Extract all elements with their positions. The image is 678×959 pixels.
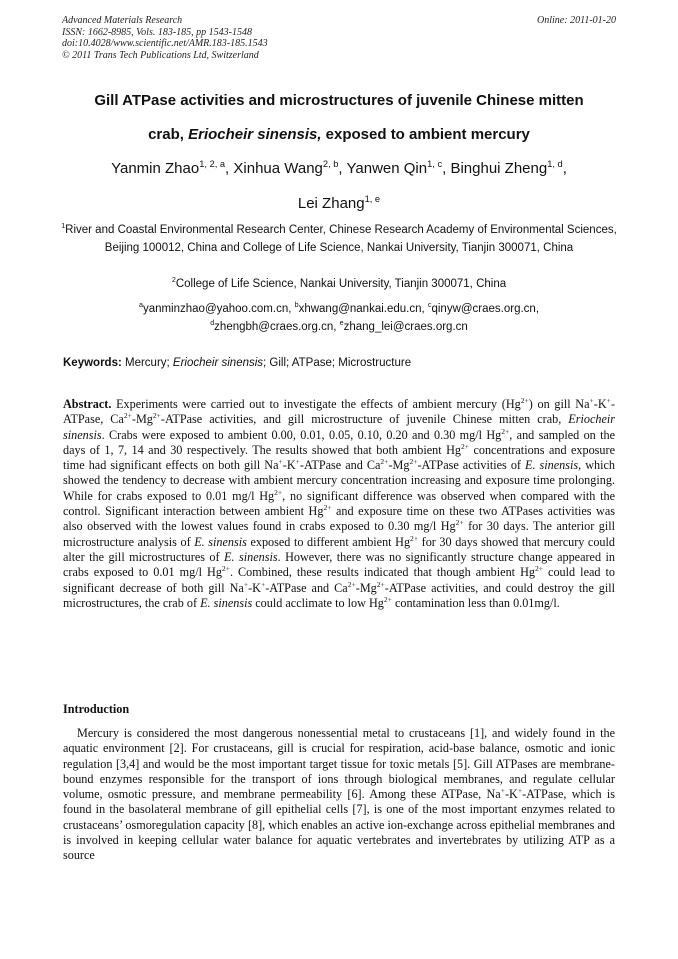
author-name: Yanwen Qin (346, 160, 428, 177)
email-link[interactable]: zhengbh@craes.org.cn (214, 320, 334, 333)
email-link[interactable]: zhang_lei@craes.org.cn (343, 320, 468, 333)
email-link[interactable]: xhwang@nankai.edu.cn (298, 303, 422, 315)
author-name: Yanmin Zhao (111, 160, 200, 177)
keywords-label: Keywords: (63, 357, 122, 369)
author-emails: $^a$yanminzhao@yahoo.com.cn, $^b$xhwang@nankai.edu.cn, $^c$qinyw@craes.org.cn, $^d$zhengbh@craes.org.cn, $^e$zhang_lei@craes.org.cn (138, 301, 540, 333)
affiliation-2: $^2$College of Life Science, Nankai University, Tianjin 300071, China (171, 276, 507, 290)
abstract-paragraph: Abstract. Experiments were carried out to investigate the effects of ambient mercury $(Hg^{2+})$ on gill Na+-K+-ATPase, $Ca^{2+}-Mg^{2+}$-ATPase activities, and gill microstructure of juvenile Chinese mitten crab, Eriocheir sinensis. Crabs were exposed to ambient 0.00, 0.01, 0.05, 0.10, 0.20 and 0.30 mg/l $Hg^{2+}$, and sampled on the days of 1, 7, 14 and 30 respectively. The results showed that both ambient $Hg^{2+}$ concentrations and exposure time had significant effects on both gill Na+-K+-ATPase and $Ca^{2+}-Mg^{2+}$-ATPase activities of E. sinensis, which showed the tendency to decrease with ambient mercury concentration increasing and exposure time prolonging. While for crabs exposed to 0.01 mg/l $Hg^{2+}$, no significant difference was observed when compared with the control. Significant interaction between ambient $Hg^{2+}$ and exposure time on these two ATPases activities was also observed with the lowest values found in crabs exposed to 0.30 mg/l $Hg^{2+}$ for 30 days. The anterior gill microstructure analysis of E. sinensis exposed to different ambient $Hg^{2+}$ for 30 days showed that mercury could alter the gill microstructures of E. sinensis. However, there was no significantly structure change appeared in crabs exposed to 0.01 mg/l $Hg^{2+}$. Combined, these results indicated that though ambient $Hg^{2+}$ could lead to significant decrease of both gill Na+-K+-ATPase and $Ca^{2+}-Mg^{2+}$-ATPase activities, and could destroy the gill microstructures, the crab of E. sinensis could acclimate to low $Hg^{2+}$ contamination less than 0.01mg/l. (63, 395, 616, 610)
online-date: Online: 2011-01-20 (537, 15, 616, 26)
author-name: Lei Zhang (297, 195, 365, 212)
email-link[interactable]: yanminzhao@yahoo.com.cn (142, 303, 289, 315)
introduction-paragraph: Mercury is considered the most dangerous nonessential metal to crustaceans [1], and widely found in the aquatic environment [2]. For crustaceans, gill is crucial for respiration, acid-base balance, osmotic and ionic regulation [3,4] and would be the most important target tissue for toxic metals [5]. Gill ATPases are membrane-bound enzymes responsible for the transport of ions through biological membranes, and regulate cellular volume, osmotic pressure, and membrane permeability [6]. Among these ATPase, Na+-K+-ATPase, which is found in the basolateral membrane of gill epithelial cells [7], is one of the most important enzymes related to crustaceans’ osmoregulation capacity [8], which enables an active ion-exchange across epithelial membranes and is involved in keeping cellular water balance for aquatic vertebrates and invertebrates by utilizing ATP as a source (63, 726, 615, 863)
author-name: Binghui Zheng (450, 160, 548, 177)
email-link[interactable]: qinyw@craes.org.cn (431, 303, 536, 315)
journal-name: Advanced Materials Research (62, 15, 183, 26)
journal-header (62, 15, 268, 61)
author-list: Yanmin Zhao$^{1, 2, a}$, Xinhua Wang$^{2, b}$, Yanwen Qin$^{1, c}$, Binghui Zheng$^{1, d}$, (111, 159, 567, 177)
author-list-line-2: Lei Zhang$^{1, e}$ (297, 194, 381, 212)
affiliation-1: $^1$River and Coastal Environmental Research Center, Chinese Research Academy of Environmental Sciences, Beijing 100012, China and College of Life Science, Nankai University, Tianjin 300071, China (61, 222, 617, 254)
keywords-line: Keywords: Mercury; Eriocheir sinensis; Gill; ATPase; Microstructure (63, 357, 412, 369)
issn-line: ISSN: 1662-8985, Vols. 183-185, pp 1543-1548 (62, 26, 252, 38)
paper-title-line-2: crab, Eriocheir sinensis, exposed to ambient mercury (148, 126, 530, 143)
abstract-label: Abstract. (63, 397, 112, 411)
copyright-line: © 2011 Trans Tech Publications Ltd, Switzerland (62, 49, 259, 61)
paper-title-line-1: Gill ATPase activities and microstructures of juvenile Chinese mitten (94, 92, 584, 109)
species-name: Eriocheir sinensis, (188, 126, 322, 143)
author-name: Xinhua Wang (233, 160, 323, 177)
section-heading-introduction: Introduction (63, 702, 130, 716)
doi-line[interactable]: doi:10.4028/www.scientific.net/AMR.183-185.1543 (62, 38, 268, 49)
